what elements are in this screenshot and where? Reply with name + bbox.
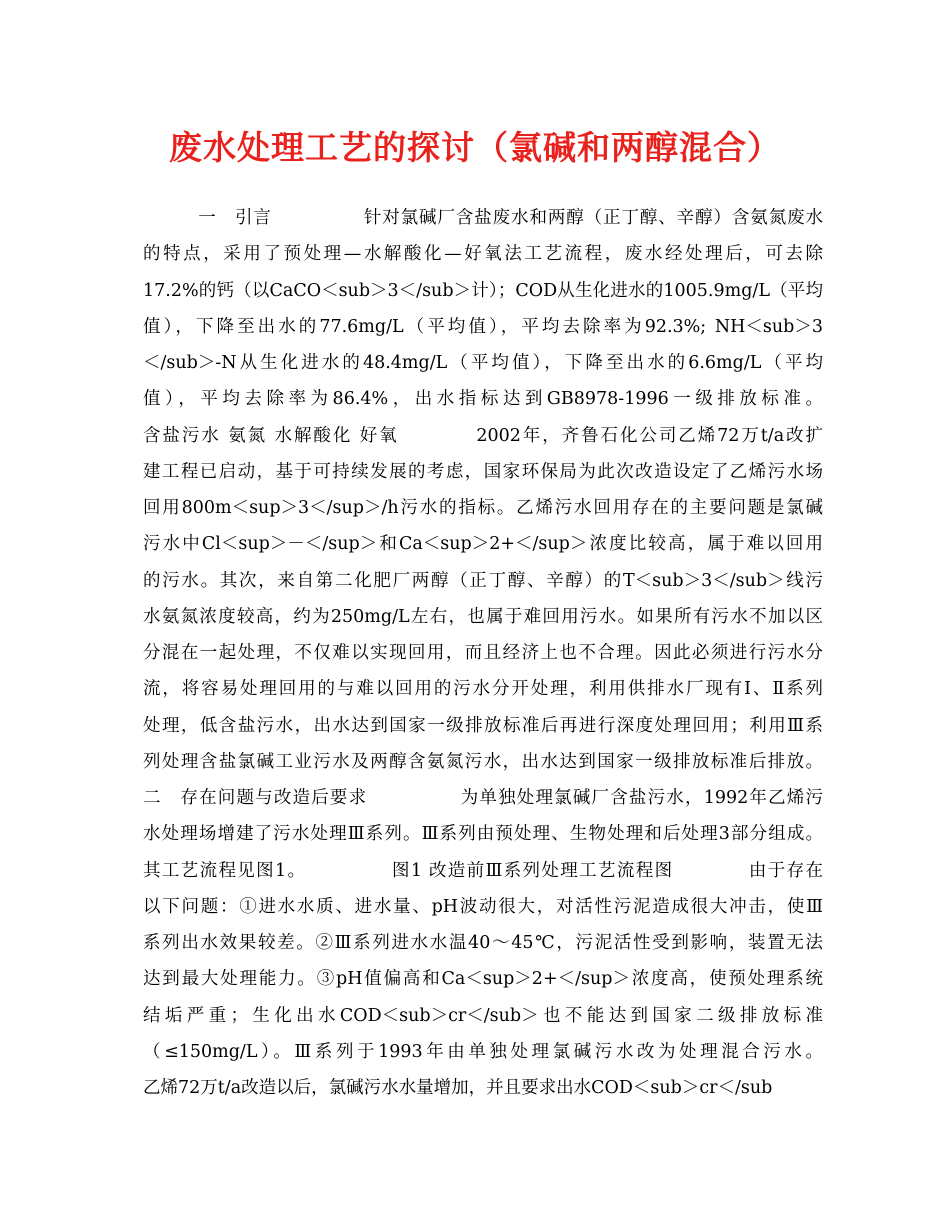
body-line: 乙烯72万t/a改造以后，氯碱污水水量增加，并且要求出水COD＜sub＞cr＜/sub	[143, 1078, 773, 1098]
body-line: 建工程已启动，基于可持续发展的考虑，国家环保局为此次改造设定了乙烯污水场	[143, 461, 823, 482]
body-line: 17.2%的钙（以CaCO＜sub＞3＜/sub＞计）；COD从生化进水的1005.9mg/L（平均	[143, 280, 823, 301]
body-line: 污水中Cl＜sup＞－＜/sup＞和Ca＜sup＞2+＜/sup＞浓度比较高，属于难以回用	[143, 534, 823, 555]
body-line: 系列出水效果较差。②Ⅲ系列进水水温40～45℃，污泥活性受到影响，装置无法	[143, 933, 823, 953]
body-line: 水氨氮浓度较高，约为250mg/L左右，也属于难回用污水。如果所有污水不加以区	[143, 606, 823, 627]
body-line: 含盐污水 氨氮 水解酸化 好氧 2002年，齐鲁石化公司乙烯72万t/a改扩	[143, 425, 823, 446]
body-line: 以下问题：①进水水质、进水量、pH波动很大，对活性污泥造成很大冲击，使Ⅲ	[143, 896, 823, 917]
body-line: 流，将容易处理回用的与难以回用的污水分开处理，利用供排水厂现有Ⅰ、Ⅱ系列	[143, 679, 823, 700]
body-line: 列处理含盐氯碱工业污水及两醇含氨氮污水，出水达到国家一级排放标准后排放。	[143, 751, 823, 772]
body-line: 处理，低含盐污水，出水达到国家一级排放标准后再进行深度处理回用；利用Ⅲ系	[143, 715, 823, 736]
body-line: 其工艺流程见图1。 图1 改造前Ⅲ系列处理工艺流程图 由于存在	[143, 860, 823, 881]
body-line: 分混在一起处理，不仅难以实现回用，而且经济上也不合理。因此必须进行污水分	[143, 643, 823, 663]
document-body	[143, 200, 823, 1106]
body-line: （≤150mg/L）。Ⅲ系列于1993年由单独处理氯碱污水改为处理混合污水。	[143, 1041, 823, 1062]
body-line: 值），下降至出水的77.6mg/L（平均值），平均去除率为92.3%; NH＜sub＞3	[143, 316, 823, 337]
body-line: 水处理场增建了污水处理Ⅲ系列。Ⅲ系列由预处理、生物处理和后处理3部分组成。	[143, 824, 823, 845]
body-line: 的特点，采用了预处理—水解酸化—好氧法工艺流程，废水经处理后，可去除	[143, 244, 823, 265]
body-line: ＜/sub＞-N从生化进水的48.4mg/L（平均值），下降至出水的6.6mg/L（平均	[143, 353, 823, 373]
body-line: 结垢严重；生化出水COD＜sub＞cr＜/sub＞也不能达到国家二级排放标准	[143, 1005, 823, 1026]
body-line: 一 引言 针对氯碱厂含盐废水和两醇（正丁醇、辛醇）含氨氮废水	[143, 208, 823, 228]
body-line: 值），平均去除率为86.4%，出水指标达到GB8978-1996一级排放标准。	[143, 389, 823, 410]
body-line: 达到最大处理能力。③pH值偏高和Ca＜sup＞2+＜/sup＞浓度高，使预处理系统	[143, 969, 823, 990]
body-line: 的污水。其次，来自第二化肥厂两醇（正丁醇、辛醇）的T＜sub＞3＜/sub＞线污	[143, 570, 823, 591]
body-line: 回用800m＜sup＞3＜/sup＞/h污水的指标。乙烯污水回用存在的主要问题是氯碱	[143, 498, 823, 518]
body-line: 二 存在问题与改造后要求 为单独处理氯碱厂含盐污水，1992年乙烯污	[143, 788, 823, 808]
document-title: 废水处理工艺的探讨（氯碱和两醇混合）	[169, 128, 781, 167]
